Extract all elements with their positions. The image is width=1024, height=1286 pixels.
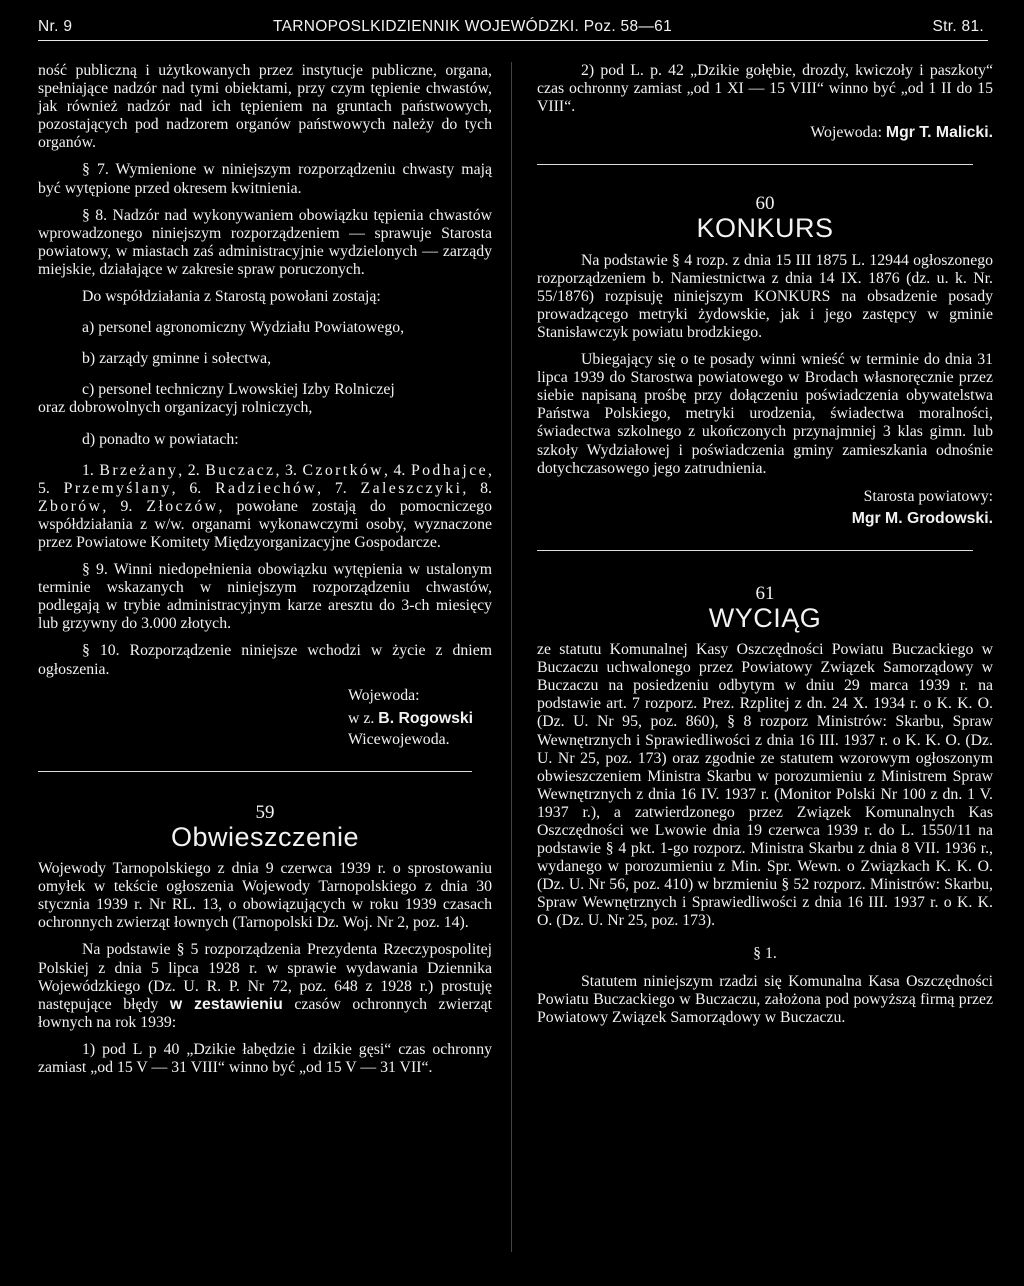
- notice-number: 61: [755, 582, 775, 604]
- page-header: [38, 14, 988, 41]
- list-item-a: a) personel agronomiczny Wydziału Powiatowego,: [82, 319, 405, 337]
- notice-heading: KONKURS: [696, 213, 834, 244]
- notice-heading: Obwieszczenie: [170, 822, 360, 852]
- section-rule: [537, 164, 973, 165]
- list-item-b: b) zarządy gminne i sołectwa,: [82, 350, 272, 368]
- paragraph: Ubiegający się o te posady winni wnieść w terminie do dnia 31 lipca 1939 do Starostwa powiatowego w Brodach własnoręcznie przez siebie napisaną prośbę przy dołączeniu poświadczenia obywatelstwa Państwa Polskiego, metryki urodzenia, świadectwa moralności, świadectwa szkolnego z ukończonych przynajmniej 3 klas gimn. lub szkoły Wydziałowej i poświadczenia gminy zamieszkania odnośnie dotychczasowego jego zatrudnienia.: [537, 351, 993, 477]
- paragraph: Do współdziałania z Starostą powołani zostają:: [82, 288, 381, 306]
- paragraph: Na podstawie § 4 rozp. z dnia 15 III 1875 L. 12944 ogłoszonego rozporządzeniem b. Namiestnictwa z dnia 14 IX. 1876 (dz. u. k. Nr. 55/1876) rozpisuję niniejszym KONKURS na obsadzenie posady prowadzącego metryki żydowskie, jak i jego zastępcy w gminie Stanisławczyk powiatu brodzkiego.: [537, 251, 993, 341]
- paragraph: ność publiczną i użytkowanych przez instytucje publiczne, organa, spełniające nadzór nad tymi obiektami, przy czym tępienie chwastów, jak również nadzór nad ich tępieniem na gruntach państwowych, pozostających pod nadzorem organów państwowych należy do tych organów.: [38, 62, 492, 152]
- paragraph-section-10: § 10. Rozporządzenie niniejsze wchodzi w życie z dniem ogłoszenia.: [38, 642, 492, 678]
- list-item-c: c) personel techniczny Lwowskiej Izby Rolniczej: [82, 381, 395, 399]
- section-label: § 1.: [753, 944, 777, 962]
- list-item-c-continued: oraz dobrowolnych organizacyj rolniczych,: [38, 399, 313, 417]
- signature-block: [348, 687, 492, 749]
- list-item-d: d) ponadto w powiatach:: [82, 430, 239, 448]
- right-column: [537, 62, 993, 1027]
- paragraph: ze statutu Komunalnej Kasy Oszczędności Powiatu Buczackiego w Buczaczu uchwalonego przez Powiatowy Związek Samorządowy w Buczaczu na posiedzeniu odbytym w dniu 29 marca 1939 r. na podstawie art. 7 rozporz. Prez. Rzplitej z dn. 24 X. 1934 r. o K. K. O. (Dz. U. Nr 95, poz. 860), § 8 rozporz Ministrów: Skarbu, Spraw Wewnętrznych i Sprawiedliwości z dnia 16 III. 1937 r. o K. K. O. (Dz. U. Nr 25, poz. 173) oraz zgodnie ze statutem wzorowym ogłoszonym obwieszczeniem Ministra Skarbu w porozumieniu z Ministrem Spraw Wewnętrznych z dnia 16 IV. 1937 r. (Monitor Polski Nr 100 z dn. 1 V. 1937 r.), a zatwierdzonego przez Związek Komunalnych Kas Oszczędności we Lwowie dnia 19 czerwca 1939 r. do L. 1550/11 na podstawie § 4 pkt. 1-go rozporz. Ministra Skarbu z dnia 8 VII. 1936 r., wydanego w porozumieniu z Min. Spr. Wewn. o Związkach K. K. O. (Dz. U. Nr 56, poz. 410) w brzmieniu § 52 rozporz. Ministrów: Skarbu, Spraw Wewnętrznych i Sprawiedliwości z dnia 16 III. 1937 r. o K. K. O. (Dz. U. Nr 25, poz. 173).: [537, 641, 993, 930]
- paragraph: Statutem niniejszym rzadzi się Komunalna Kasa Oszczędności Powiatu Buczackiego w Buczaczu, założona pod powyższą firmą przez Powiatowy Związek Samorządowy w Buczaczu.: [537, 972, 993, 1026]
- correction-item-1: 1) pod L p 40 „Dzikie łabędzie i dzikie gęsi“ czas ochronny zamiast „od 15 V — 31 VIII“ winno być „od 15 V — 31 VII“.: [38, 1040, 492, 1077]
- notice-intro: Wojewody Tarnopolskiego z dnia 9 czerwca 1939 r. o sprostowaniu omyłek w tekście ogłoszenia Wojewody Tarnopolskiego z dnia 30 stycznia 1939 r. Nr RL. 13, o obowiązujących w roku 1939 czasach ochronnych zwierząt łownych (Tarnopolski Dz. Woj. Nr 2, poz. 14).: [38, 860, 492, 932]
- notice-heading: WYCIĄG: [708, 602, 822, 633]
- notice-number: 60: [755, 193, 775, 215]
- signature-role: Wojewoda:: [348, 686, 420, 704]
- towns-paragraph: 1. Brzeżany, 2. Buczacz, 3. Czortków, 4. Podhajce, 5. Przemyślany, 6. Radziechów, 7. Zaleszczyki, 8. Zborów, 9. Złoczów, powołane zostają do pomocniczego współdziałania z w/w. organami wykonawczymi osoby, wyznaczone przez Powiatowe Komitety Międzyorganizacyjne Gospodarcze.: [38, 461, 492, 551]
- column-divider: [511, 62, 512, 1252]
- issue-number: Nr. 9: [38, 18, 73, 35]
- signature-line: Wojewoda: Mgr T. Malicki.: [810, 124, 993, 142]
- paragraph-section-8: § 8. Nadzór nad wykonywaniem obowiązku tępienia chwastów wprowadzonego niniejszym rozporządzeniem — sprawuje Starosta powiatowy, w miastach zaś administracyjnie wydzielonych — zarządy miejskie, działające w zakresie spraw poruczonych.: [38, 206, 492, 278]
- section-rule: [537, 550, 973, 551]
- paragraph-section-7: § 7. Wymienione w niniejszym rozporządzeniu chwasty mają być wytępione przed okresem kwitnienia.: [38, 161, 492, 197]
- paragraph: Na podstawie § 5 rozporządzenia Prezydenta Rzeczypospolitej Polskiej z dnia 5 lipca 1928 r. w sprawie wydawania Dziennika Wojewódzkiego (Dz. U. R. P. Nr 72, poz. 648 z 1928 r.) prostuję następujące błędy w zestawieniu czasów ochronnych zwierząt łownych na rok 1939:: [38, 941, 493, 1031]
- journal-title: TARNOPOSLKIDZIENNIK WOJEWÓDZKI. Poz. 58—61: [273, 18, 673, 35]
- signature-name: w z. B. Rogowski: [348, 709, 474, 727]
- signature-name: Mgr M. Grodowski.: [851, 509, 993, 527]
- signature-title: Wicewojewoda.: [348, 730, 450, 748]
- page-number: Str. 81.: [932, 18, 984, 35]
- correction-item-2: 2) pod L. p. 42 „Dzikie gołębie, drozdy, kwiczoły i paszkoty“ czas ochronny zamiast „od 1 XI — 15 VIII“ winno być „od 1 II do 15 VIII“.: [537, 62, 993, 116]
- paragraph-section-9: § 9. Winni niedopełnienia obowiązku wytępienia w ustalonym terminie wskazanych w niniejszym rozporządzeniu chwastów, podlegają w trybie administracyjnym karze aresztu do 3-ch miesięcy lub grzywny do 3.000 złotych.: [38, 561, 492, 633]
- signature-role: Starosta powiatowy:: [863, 487, 993, 505]
- notice-number: 59: [255, 801, 275, 823]
- left-column: [38, 62, 492, 1077]
- section-rule: [38, 771, 472, 772]
